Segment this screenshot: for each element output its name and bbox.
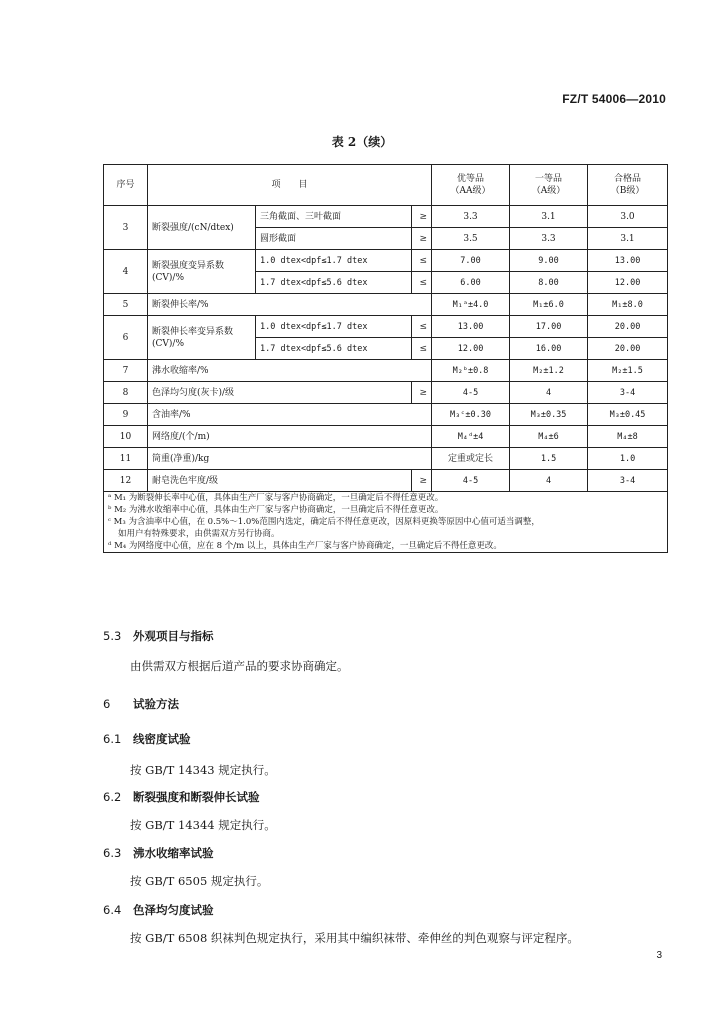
value-aa: 4-5 — [432, 382, 510, 404]
section-number: 6.2 — [103, 790, 122, 804]
header-b — [588, 165, 668, 206]
value-aa: 3.3 — [432, 206, 510, 228]
table-row — [104, 448, 668, 470]
sub-item: 1.0 dtex<dpf≤1.7 dtex — [256, 316, 412, 338]
value-b: 20.00 — [588, 316, 668, 338]
section-title: 沸水收缩率试验 — [133, 846, 214, 860]
spec-table — [103, 164, 668, 553]
header-item: 项 目 — [148, 165, 432, 206]
row-label: 网络度/(个/m) — [148, 426, 432, 448]
row-label: 色泽均匀度(灰卡)/级 — [148, 382, 412, 404]
row-label: 耐皂洗色牢度/级 — [148, 470, 412, 492]
comparison-symbol: ≤ — [412, 338, 432, 360]
value-a: M₁±6.0 — [510, 294, 588, 316]
row-label: 断裂强度变异系数(CV)/% — [148, 250, 256, 294]
value-a: M₂±1.2 — [510, 360, 588, 382]
row-seq: 12 — [104, 470, 148, 492]
footnote-c: ᶜ M₃ 为含油率中心值，在 0.5%～1.0%范围内选定，确定后不得任意更改，因原料更换等原因中心值可适当调整， — [108, 517, 540, 527]
section-title: 试验方法 — [133, 697, 180, 711]
value-b: 20.00 — [588, 338, 668, 360]
value-aa: 7.00 — [432, 250, 510, 272]
row-seq: 5 — [104, 294, 148, 316]
section-number: 6.4 — [103, 903, 122, 917]
footnote-c-continued: 如用户有特殊要求，由供需双方另行协商。 — [118, 529, 280, 539]
row-seq: 9 — [104, 404, 148, 426]
section-body-6-3: 按 GB/T 6505 规定执行。 — [130, 874, 269, 888]
value-b: 3.1 — [588, 228, 668, 250]
value-aa: 3.5 — [432, 228, 510, 250]
table-row — [104, 382, 668, 404]
table-row — [104, 404, 668, 426]
section-body-6-1: 按 GB/T 14343 规定执行。 — [130, 763, 276, 777]
table-row — [104, 360, 668, 382]
row-seq: 8 — [104, 382, 148, 404]
section-body-6-4: 按 GB/T 6508 织袜判色规定执行，采用其中编织袜带、牵伸丝的判色观察与评定程序。 — [130, 931, 579, 945]
value-b: 1.0 — [588, 448, 668, 470]
section-number: 6.3 — [103, 846, 122, 860]
value-aa: 13.00 — [432, 316, 510, 338]
header-b-line1: 合格品 — [614, 174, 642, 184]
section-number: 6 — [103, 697, 111, 711]
section-heading-6-1 — [103, 731, 191, 747]
value-a: M₄±6 — [510, 426, 588, 448]
section-body-6-2: 按 GB/T 14344 规定执行。 — [130, 818, 276, 832]
footnote-a: ᵃ M₁ 为断裂伸长率中心值，具体由生产厂家与客户协商确定，一旦确定后不得任意更改。 — [108, 493, 444, 503]
value-a: 3.1 — [510, 206, 588, 228]
header-b-line2: （B级） — [610, 186, 645, 196]
value-b: 3.0 — [588, 206, 668, 228]
sub-item: 1.7 dtex<dpf≤5.6 dtex — [256, 338, 412, 360]
value-aa: 12.00 — [432, 338, 510, 360]
value-aa: M₄ᵈ±4 — [432, 426, 510, 448]
value-b: M₃±0.45 — [588, 404, 668, 426]
row-label: 断裂伸长率/% — [148, 294, 432, 316]
table-header-row — [104, 165, 668, 206]
value-aa: 4-5 — [432, 470, 510, 492]
footnote-b: ᵇ M₂ 为沸水收缩率中心值，具体由生产厂家与客户协商确定，一旦确定后不得任意更改。 — [108, 505, 444, 515]
header-a-line1: 一等品 — [535, 174, 563, 184]
sub-item: 圆形截面 — [256, 228, 412, 250]
table-row — [104, 470, 668, 492]
comparison-symbol: ≤ — [412, 250, 432, 272]
table-row — [104, 316, 668, 338]
comparison-symbol: ≤ — [412, 272, 432, 294]
comparison-symbol: ≤ — [412, 316, 432, 338]
section-title: 线密度试验 — [133, 732, 191, 746]
value-a: 1.5 — [510, 448, 588, 470]
row-label: 断裂强度/(cN/dtex) — [148, 206, 256, 250]
comparison-symbol: ≥ — [412, 382, 432, 404]
header-aa — [432, 165, 510, 206]
section-number: 5.3 — [103, 629, 122, 643]
page-number: 3 — [656, 950, 662, 961]
value-a: M₃±0.35 — [510, 404, 588, 426]
section-title: 断裂强度和断裂伸长试验 — [133, 790, 260, 804]
header-seq: 序号 — [104, 165, 148, 206]
comparison-symbol: ≥ — [412, 206, 432, 228]
section-title: 色泽均匀度试验 — [133, 903, 214, 917]
table-row — [104, 426, 668, 448]
row-seq: 7 — [104, 360, 148, 382]
value-a: 4 — [510, 382, 588, 404]
row-seq: 10 — [104, 426, 148, 448]
header-a-line2: （A级） — [531, 186, 566, 196]
section-heading-6 — [103, 696, 179, 712]
value-a: 16.00 — [510, 338, 588, 360]
row-label: 筒重(净重)/kg — [148, 448, 432, 470]
value-b: M₁±8.0 — [588, 294, 668, 316]
row-label: 含油率/% — [148, 404, 432, 426]
section-number: 6.1 — [103, 732, 122, 746]
section-heading-6-3 — [103, 845, 214, 861]
table-row — [104, 294, 668, 316]
sub-item: 三角截面、三叶截面 — [256, 206, 412, 228]
comparison-symbol: ≥ — [412, 228, 432, 250]
value-aa: M₁ᵃ±4.0 — [432, 294, 510, 316]
table-notes-row — [104, 492, 668, 553]
value-a: 9.00 — [510, 250, 588, 272]
value-a: 3.3 — [510, 228, 588, 250]
value-b: 13.00 — [588, 250, 668, 272]
row-seq: 3 — [104, 206, 148, 250]
value-b: 12.00 — [588, 272, 668, 294]
value-a: 4 — [510, 470, 588, 492]
value-aa: 6.00 — [432, 272, 510, 294]
value-aa: M₃ᶜ±0.30 — [432, 404, 510, 426]
value-aa: M₂ᵇ±0.8 — [432, 360, 510, 382]
section-heading-5-3 — [103, 628, 214, 644]
footnote-d: ᵈ M₄ 为网络度中心值，应在 8 个/m 以上，具体由生产厂家与客户协商确定，一旦确定后不得任意更改。 — [108, 541, 502, 551]
sub-item: 1.7 dtex<dpf≤5.6 dtex — [256, 272, 412, 294]
standard-code: FZ/T 54006—2010 — [562, 92, 666, 106]
section-body-5-3: 由供需双方根据后道产品的要求协商确定。 — [130, 659, 349, 673]
value-a: 17.00 — [510, 316, 588, 338]
value-b: 3-4 — [588, 470, 668, 492]
value-aa: 定重或定长 — [432, 448, 510, 470]
table-row — [104, 206, 668, 228]
row-seq: 11 — [104, 448, 148, 470]
sub-item: 1.0 dtex<dpf≤1.7 dtex — [256, 250, 412, 272]
header-aa-line1: 优等品 — [457, 174, 485, 184]
value-b: 3-4 — [588, 382, 668, 404]
comparison-symbol: ≥ — [412, 470, 432, 492]
row-label: 沸水收缩率/% — [148, 360, 432, 382]
table-footnotes — [104, 492, 668, 553]
value-b: M₂±1.5 — [588, 360, 668, 382]
section-heading-6-2 — [103, 789, 260, 805]
table-row — [104, 250, 668, 272]
table-title: 表 2（续） — [331, 135, 393, 149]
row-label: 断裂伸长率变异系数(CV)/% — [148, 316, 256, 360]
value-a: 8.00 — [510, 272, 588, 294]
section-title: 外观项目与指标 — [133, 629, 214, 643]
section-heading-6-4 — [103, 902, 214, 918]
value-b: M₄±8 — [588, 426, 668, 448]
header-a — [510, 165, 588, 206]
row-seq: 4 — [104, 250, 148, 294]
header-aa-line2: （AA级） — [450, 186, 491, 196]
row-seq: 6 — [104, 316, 148, 360]
